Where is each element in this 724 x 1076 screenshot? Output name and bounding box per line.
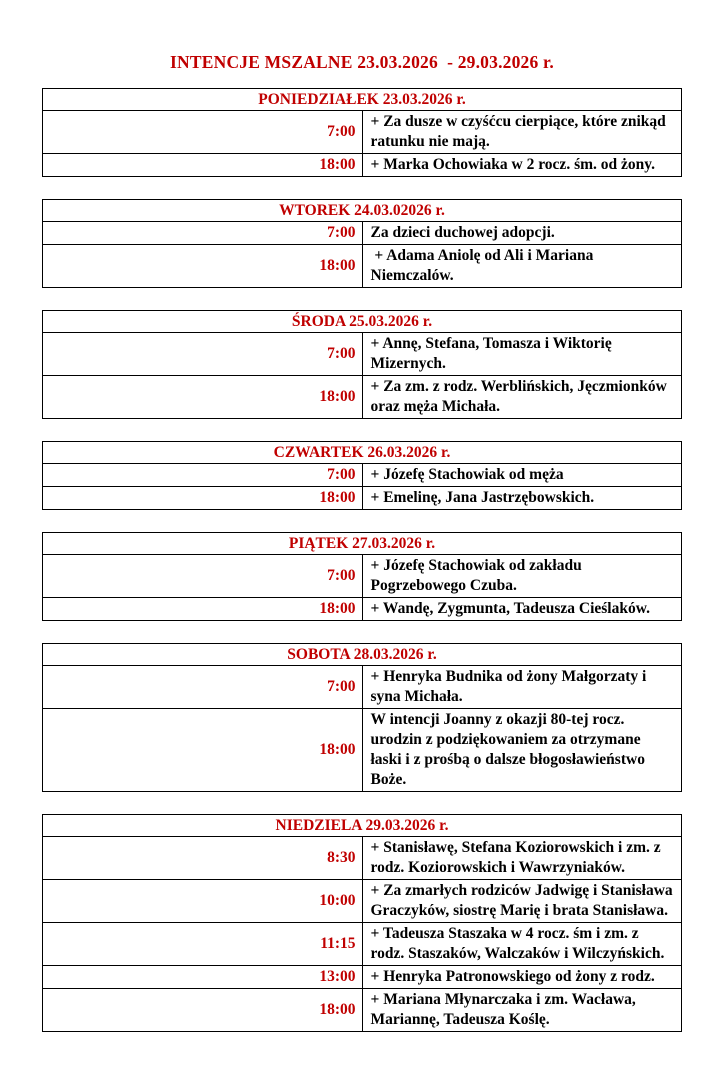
intention-cell: + Adama Aniolę od Ali i Mariana Niemczalów.	[362, 245, 682, 288]
day-table	[42, 643, 682, 792]
intention-cell: + Wandę, Zygmunta, Tadeusza Cieślaków.	[362, 598, 682, 621]
table-row	[43, 966, 682, 989]
intention-cell: + Annę, Stefana, Tomasza i Wiktorię Mizernych.	[362, 333, 682, 376]
table-row	[43, 111, 682, 154]
day-table	[42, 814, 682, 1032]
time-cell: 11:15	[43, 923, 363, 966]
intention-cell: + Za zmarłych rodziców Jadwigę i Stanisława Graczyków, siostrę Marię i brata Stanisława.	[362, 880, 682, 923]
table-row	[43, 989, 682, 1032]
time-cell: 7:00	[43, 111, 363, 154]
day-table	[42, 88, 682, 177]
time-cell: 7:00	[43, 222, 363, 245]
document-page	[42, 52, 682, 1032]
intention-cell: + Za zm. z rodz. Werblińskich, Jęczmionków oraz męża Michała.	[362, 376, 682, 419]
day-table	[42, 310, 682, 419]
day-header: WTOREK 24.03.02026 r.	[43, 200, 682, 222]
time-cell: 8:30	[43, 837, 363, 880]
intention-cell: + Za dusze w czyśćcu cierpiące, które znikąd ratunku nie mają.	[362, 111, 682, 154]
intention-cell: Za dzieci duchowej adopcji.	[362, 222, 682, 245]
day-header-row	[43, 311, 682, 333]
day-header-row	[43, 533, 682, 555]
intention-cell: + Mariana Młynarczaka i zm. Wacława, Mariannę, Tadeusza Koślę.	[362, 989, 682, 1032]
time-cell: 18:00	[43, 989, 363, 1032]
table-row	[43, 666, 682, 709]
time-cell: 7:00	[43, 333, 363, 376]
page-title: INTENCJE MSZALNE 23.03.2026 - 29.03.2026 r.	[170, 52, 554, 72]
table-row	[43, 837, 682, 880]
day-table	[42, 441, 682, 510]
table-row	[43, 598, 682, 621]
day-header-row	[43, 442, 682, 464]
intention-cell: + Henryka Budnika od żony Małgorzaty i syna Michała.	[362, 666, 682, 709]
day-header: ŚRODA 25.03.2026 r.	[43, 311, 682, 333]
table-row	[43, 709, 682, 792]
day-header-row	[43, 644, 682, 666]
time-cell: 18:00	[43, 245, 363, 288]
table-row	[43, 923, 682, 966]
table-row	[43, 222, 682, 245]
mass-intentions-schedule	[42, 88, 682, 1032]
intention-cell: + Emelinę, Jana Jastrzębowskich.	[362, 487, 682, 510]
day-header: CZWARTEK 26.03.2026 r.	[43, 442, 682, 464]
time-cell: 18:00	[43, 709, 363, 792]
table-row	[43, 880, 682, 923]
time-cell: 13:00	[43, 966, 363, 989]
day-header-row	[43, 89, 682, 111]
intention-cell: + Marka Ochowiaka w 2 rocz. śm. od żony.	[362, 154, 682, 177]
time-cell: 18:00	[43, 598, 363, 621]
day-header: PONIEDZIAŁEK 23.03.2026 r.	[43, 89, 682, 111]
day-header: SOBOTA 28.03.2026 r.	[43, 644, 682, 666]
time-cell: 18:00	[43, 487, 363, 510]
day-table	[42, 199, 682, 288]
day-header: NIEDZIELA 29.03.2026 r.	[43, 815, 682, 837]
table-row	[43, 154, 682, 177]
table-row	[43, 555, 682, 598]
table-row	[43, 487, 682, 510]
day-header: PIĄTEK 27.03.2026 r.	[43, 533, 682, 555]
time-cell: 7:00	[43, 555, 363, 598]
time-cell: 10:00	[43, 880, 363, 923]
intention-cell: + Stanisławę, Stefana Koziorowskich i zm. z rodz. Koziorowskich i Wawrzyniaków.	[362, 837, 682, 880]
intention-cell: + Józefę Stachowiak od męża	[362, 464, 682, 487]
table-row	[43, 245, 682, 288]
day-header-row	[43, 200, 682, 222]
intention-cell: + Henryka Patronowskiego od żony z rodz.	[362, 966, 682, 989]
day-table	[42, 532, 682, 621]
time-cell: 18:00	[43, 376, 363, 419]
intention-cell: W intencji Joanny z okazji 80-tej rocz. urodzin z podziękowaniem za otrzymane łaski i z prośbą o dalsze błogosławieństwo Boże.	[362, 709, 682, 792]
intention-cell: + Józefę Stachowiak od zakładu Pogrzebowego Czuba.	[362, 555, 682, 598]
table-row	[43, 464, 682, 487]
table-row	[43, 376, 682, 419]
time-cell: 18:00	[43, 154, 363, 177]
table-row	[43, 333, 682, 376]
time-cell: 7:00	[43, 464, 363, 487]
time-cell: 7:00	[43, 666, 363, 709]
intention-cell: + Tadeusza Staszaka w 4 rocz. śm i zm. z rodz. Staszaków, Walczaków i Wilczyńskich.	[362, 923, 682, 966]
day-header-row	[43, 815, 682, 837]
